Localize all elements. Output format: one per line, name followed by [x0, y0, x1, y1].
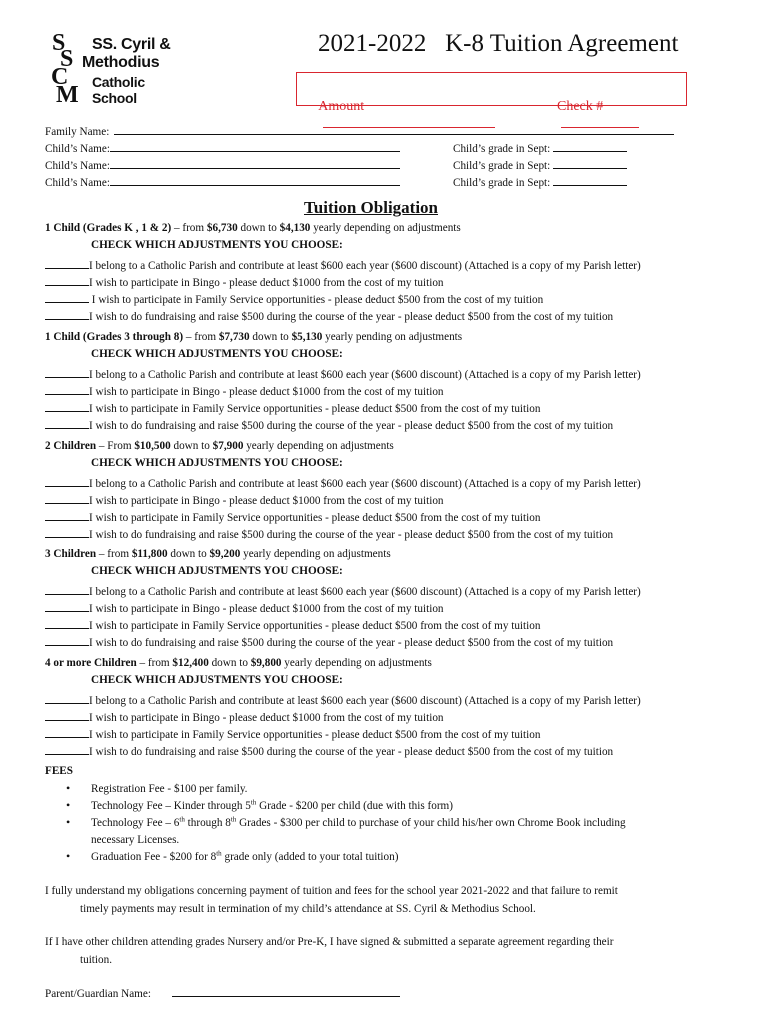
- adjustment-option: [45, 474, 641, 490]
- adjustment-checkbox-line[interactable]: [45, 290, 89, 303]
- adjustment-option: [45, 691, 641, 707]
- adjustment-checkbox-line[interactable]: [45, 491, 89, 504]
- section-title: 2 Children: [45, 440, 97, 452]
- fee-text: Registration Fee - $100 per family.: [91, 783, 248, 795]
- adjustment-option: [45, 616, 540, 632]
- child-name-label: Child’s Name:: [45, 143, 110, 155]
- tuition-heading: Tuition Obligation: [304, 198, 439, 217]
- child-name-row-2: [45, 156, 400, 175]
- adjustment-checkbox-line[interactable]: [45, 273, 89, 286]
- adjustment-option-text: I wish to do fundraising and raise $500 during the course of the year - please deduct $500 from the cost of my tuition: [89, 529, 614, 541]
- family-name-row: [45, 122, 674, 141]
- adjustment-checkbox-line[interactable]: [45, 382, 89, 395]
- child-grade-label: Child’s grade in Sept:: [453, 160, 551, 172]
- section-to-amount: $4,130: [279, 222, 311, 234]
- fee-superscript: th: [250, 798, 257, 807]
- adjustment-option-text: I belong to a Catholic Parish and contribute at least $600 each year ($600 discount) (Attached is a copy of my Parish letter): [89, 369, 641, 381]
- adjustment-option-text: I wish to participate in Family Service opportunities - please deduct $500 from the cost of my tuition: [89, 729, 541, 741]
- child-name-row-3: [45, 173, 400, 192]
- logo-text-line3: Catholic School: [92, 74, 145, 106]
- adjustment-option: [45, 399, 540, 415]
- section-title: 1 Child (Grades 3 through 8): [45, 331, 184, 343]
- fee-item-graduation: [91, 849, 398, 866]
- tuition-section-header: [45, 548, 391, 560]
- child-grade-field[interactable]: [553, 139, 627, 152]
- check-adjustments-heading: CHECK WHICH ADJUSTMENTS YOU CHOOSE:: [91, 348, 343, 360]
- adjustment-option-text: I belong to a Catholic Parish and contribute at least $600 each year ($600 discount) (Attached is a copy of my Parish letter): [89, 586, 641, 598]
- section-from-amount: $10,500: [134, 440, 171, 452]
- child-grade-label: Child’s grade in Sept:: [453, 143, 551, 155]
- adjustment-option-text: I wish to do fundraising and raise $500 during the course of the year - please deduct $500 from the cost of my tuition: [89, 311, 614, 323]
- adjustment-option: [45, 525, 613, 541]
- fee-bullet: •: [66, 815, 71, 829]
- fee-superscript: th: [230, 815, 237, 824]
- parent-name-row: [45, 984, 400, 1003]
- check-adjustments-heading: CHECK WHICH ADJUSTMENTS YOU CHOOSE:: [91, 674, 343, 686]
- family-name-field[interactable]: [114, 122, 674, 135]
- logo-letter-m: M: [56, 82, 79, 104]
- section-text: down to: [170, 440, 213, 452]
- section-text: – from: [183, 331, 219, 343]
- section-title: 4 or more Children: [45, 657, 137, 669]
- section-from-amount: $11,800: [131, 548, 168, 560]
- logo-text-line2: Methodius: [82, 54, 160, 71]
- fee-bullet: •: [66, 781, 71, 795]
- logo-letter-c: C: [51, 64, 69, 90]
- adjustment-option-text: I wish to participate in Family Service opportunities - please deduct $500 from the cost of my tuition: [89, 512, 541, 524]
- child-grade-field[interactable]: [553, 156, 627, 169]
- adjustment-option: [45, 256, 641, 272]
- section-text: yearly depending on adjustments: [310, 222, 461, 234]
- child-name-field[interactable]: [110, 156, 400, 169]
- adjustment-checkbox-line[interactable]: [45, 256, 89, 269]
- parent-name-label: Parent/Guardian Name:: [45, 988, 151, 1000]
- adjustment-option-text: I wish to participate in Bingo - please deduct $1000 from the cost of my tuition: [89, 386, 444, 398]
- adjustment-checkbox-line[interactable]: [45, 307, 89, 320]
- child-grade-row-3: [453, 173, 627, 192]
- amount-label: Amount: [318, 99, 365, 114]
- adjustment-checkbox-line[interactable]: [45, 691, 89, 704]
- adjustment-option-text: I wish to do fundraising and raise $500 during the course of the year - please deduct $500 from the cost of my tuition: [89, 420, 614, 432]
- adjustment-checkbox-line[interactable]: [45, 582, 89, 595]
- child-name-field[interactable]: [110, 139, 400, 152]
- adjustment-option-text: I belong to a Catholic Parish and contribute at least $600 each year ($600 discount) (Attached is a copy of my Parish letter): [89, 478, 641, 490]
- child-grade-field[interactable]: [553, 173, 627, 186]
- check-number-label: Check #: [557, 99, 604, 114]
- child-grade-row-2: [453, 156, 627, 175]
- fee-text: Graduation Fee - $200 for 8: [91, 851, 217, 863]
- logo-text-line1: SS. Cyril &: [92, 36, 171, 53]
- logo-letter-s2: S: [60, 46, 74, 72]
- section-text: yearly depending on adjustments: [240, 548, 391, 560]
- adjustment-option-text: I belong to a Catholic Parish and contribute at least $600 each year ($600 discount) (Attached is a copy of my Parish letter): [89, 695, 641, 707]
- tuition-section-header: [45, 657, 432, 669]
- adjustment-option: [45, 491, 444, 507]
- adjustment-option-text: I belong to a Catholic Parish and contribute at least $600 each year ($600 discount) (Attached is a copy of my Parish letter): [89, 260, 641, 272]
- fee-item-registration: [91, 781, 247, 798]
- fee-bullet: •: [66, 798, 71, 812]
- fee-text: Grade - $200 per child (due with this form): [256, 800, 453, 812]
- obligation-statement-line1: I fully understand my obligations concerning payment of tuition and fees for the school year 2021-2022 and that failure to remit: [45, 885, 618, 897]
- check-adjustments-heading: CHECK WHICH ADJUSTMENTS YOU CHOOSE:: [91, 565, 343, 577]
- section-to-amount: $9,800: [250, 657, 282, 669]
- adjustment-checkbox-line[interactable]: [45, 508, 89, 521]
- section-text: yearly depending on adjustments: [243, 440, 394, 452]
- section-from-amount: $6,730: [206, 222, 238, 234]
- obligation-statement-line2: timely payments may result in termination of my child’s attendance at SS. Cyril & Methodius School.: [80, 903, 536, 915]
- adjustment-checkbox-line[interactable]: [45, 474, 89, 487]
- fee-bullet: •: [66, 849, 71, 863]
- parent-name-field[interactable]: [172, 984, 400, 997]
- section-from-amount: $7,730: [218, 331, 250, 343]
- fee-text: grade only (added to your total tuition): [221, 851, 399, 863]
- child-name-row-1: [45, 139, 400, 158]
- adjustment-option: [45, 382, 444, 398]
- other-children-statement-line1: If I have other children attending grades Nursery and/or Pre-K, I have signed & submitted a separate agreement regarding their: [45, 936, 614, 948]
- adjustment-option: [45, 582, 641, 598]
- section-text: down to: [237, 222, 280, 234]
- child-grade-row-1: [453, 139, 627, 158]
- fee-text: Grades - $300 per child to purchase of your child his/her own Chrome Book including: [236, 817, 626, 829]
- adjustment-option: [45, 599, 444, 615]
- adjustment-option-text: I wish to participate in Family Service opportunities - please deduct $500 from the cost of my tuition: [89, 403, 541, 415]
- tuition-section-header: [45, 331, 462, 343]
- other-children-statement-line2: tuition.: [80, 954, 113, 966]
- adjustment-checkbox-line[interactable]: [45, 399, 89, 412]
- adjustment-checkbox-line[interactable]: [45, 525, 89, 538]
- adjustment-option: [45, 290, 543, 306]
- section-title: 3 Children: [45, 548, 97, 560]
- tuition-section-header: [45, 222, 461, 234]
- check-adjustments-heading: CHECK WHICH ADJUSTMENTS YOU CHOOSE:: [91, 239, 343, 251]
- fee-superscript: th: [179, 815, 185, 824]
- adjustment-checkbox-line[interactable]: [45, 416, 89, 429]
- section-text: down to: [167, 548, 210, 560]
- adjustment-checkbox-line[interactable]: [45, 742, 89, 755]
- section-text: yearly pending on adjustments: [322, 331, 463, 343]
- adjustment-option: [45, 708, 444, 724]
- adjustment-checkbox-line[interactable]: [45, 365, 89, 378]
- adjustment-checkbox-line[interactable]: [45, 725, 89, 738]
- adjustment-option: [45, 273, 444, 289]
- adjustment-option: [45, 742, 613, 758]
- fees-heading: FEES: [45, 765, 73, 777]
- fee-text: through 8: [184, 817, 231, 829]
- adjustment-checkbox-line[interactable]: [45, 708, 89, 721]
- adjustment-checkbox-line[interactable]: [45, 633, 89, 646]
- adjustment-option-text: I wish to participate in Bingo - please deduct $1000 from the cost of my tuition: [89, 603, 444, 615]
- adjustment-option: [45, 365, 641, 381]
- section-text: – from: [96, 548, 132, 560]
- logo-letter-s1: S: [52, 32, 66, 56]
- check-adjustments-heading: CHECK WHICH ADJUSTMENTS YOU CHOOSE:: [91, 457, 343, 469]
- child-grade-label: Child’s grade in Sept:: [453, 177, 551, 189]
- fee-item-technology-68: [91, 815, 626, 832]
- section-to-amount: $7,900: [212, 440, 244, 452]
- adjustment-checkbox-line[interactable]: [45, 599, 89, 612]
- section-to-amount: $9,200: [209, 548, 241, 560]
- section-text: yearly depending on adjustments: [281, 657, 432, 669]
- section-text: – from: [171, 222, 207, 234]
- child-name-field[interactable]: [110, 173, 400, 186]
- fee-text: Technology Fee – Kinder through 5: [91, 800, 251, 812]
- fee-text: Technology Fee – 6: [91, 817, 180, 829]
- adjustment-option: [45, 508, 540, 524]
- school-logo: [50, 32, 190, 104]
- fee-item-technology-68-cont: necessary Licenses.: [91, 834, 180, 846]
- section-text: down to: [249, 331, 292, 343]
- section-text: down to: [208, 657, 251, 669]
- adjustment-option-text: I wish to participate in Family Service opportunities - please deduct $500 from the cost of my tuition: [89, 620, 541, 632]
- adjustment-checkbox-line[interactable]: [45, 616, 89, 629]
- adjustment-option-text: I wish to participate in Bingo - please deduct $1000 from the cost of my tuition: [89, 277, 444, 289]
- family-name-label: Family Name:: [45, 126, 110, 138]
- adjustment-option-text: I wish to do fundraising and raise $500 during the course of the year - please deduct $500 from the cost of my tuition: [89, 746, 614, 758]
- section-from-amount: $12,400: [172, 657, 209, 669]
- adjustment-option: [45, 633, 613, 649]
- tuition-section-header: [45, 440, 394, 452]
- fee-superscript: th: [216, 849, 222, 858]
- adjustment-option-text: I wish to participate in Family Service opportunities - please deduct $500 from the cost of my tuition: [89, 294, 544, 306]
- adjustment-option-text: I wish to participate in Bingo - please deduct $1000 from the cost of my tuition: [89, 712, 444, 724]
- child-name-label: Child’s Name:: [45, 160, 110, 172]
- section-text: – from: [136, 657, 173, 669]
- section-text: – From: [96, 440, 135, 452]
- payment-box: [296, 72, 687, 114]
- adjustment-option-text: I wish to do fundraising and raise $500 during the course of the year - please deduct $500 from the cost of my tuition: [89, 637, 614, 649]
- fee-item-technology-k5: [91, 798, 453, 815]
- adjustment-option: [45, 307, 613, 323]
- adjustment-option: [45, 725, 540, 741]
- document-title: 2021-2022 K-8 Tuition Agreement: [318, 30, 679, 57]
- child-name-label: Child’s Name:: [45, 177, 110, 189]
- section-title: 1 Child (Grades K , 1 & 2): [45, 222, 172, 234]
- section-to-amount: $5,130: [291, 331, 323, 343]
- adjustment-option: [45, 416, 613, 432]
- adjustment-option-text: I wish to participate in Bingo - please deduct $1000 from the cost of my tuition: [89, 495, 444, 507]
